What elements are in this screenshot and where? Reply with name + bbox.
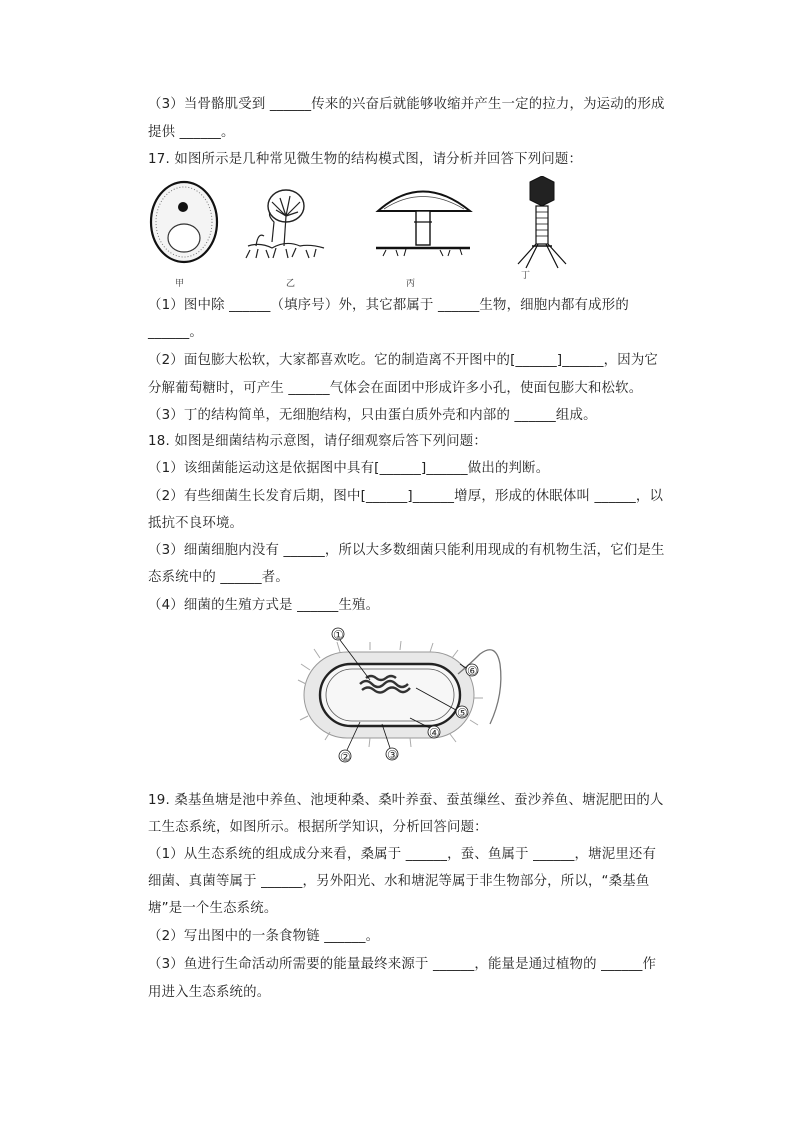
text-line: （1）图中除 ______（填序号）外，其它都属于 ______生物，细胞内都有成形的 (148, 298, 629, 313)
yeast-cell-drawing (151, 182, 217, 262)
bacteria-label-5: ⑤ (457, 706, 468, 720)
text-line: 分解葡萄糖时，可产生 ______气体会在面团中形成许多小孔，使面包膨大和松软。 (148, 381, 643, 396)
label-ding: 丁 (521, 271, 531, 281)
text-line: （1）从生态系统的组成成分来看，桑属于 ______，蚕、鱼属于 ______，塘泥里还有 (148, 847, 657, 862)
text-line: （2）写出图中的一条食物链 ______。 (148, 929, 380, 944)
text-line: （3）细菌细胞内没有 ______，所以大多数细菌只能利用现成的有机物生活，它们是生 (148, 543, 665, 558)
question-19-title: 19. 桑基鱼塘是池中养鱼、池埂种桑、桑叶养蚕、蚕茧缫丝、蚕沙养鱼、塘泥肥田的人 (148, 793, 664, 808)
bacteriophage-drawing (518, 176, 566, 268)
text-line: ______。 (148, 325, 203, 340)
text-line: （4）细菌的生殖方式是 ______生殖。 (148, 598, 380, 613)
text-line: 提供 ______。 (148, 125, 235, 140)
text-line: 用进入生态系统的。 (148, 985, 271, 1000)
text-line: 工生态系统，如图所示。根据所学知识，分析回答问题： (148, 820, 488, 835)
question-17-title: 17. 如图所示是几种常见微生物的结构模式图，请分析并回答下列问题： (148, 152, 583, 167)
text-line: 态系统中的 ______者。 (148, 570, 289, 585)
label-bing: 丙 (406, 279, 416, 289)
bacteria-label-4: ④ (429, 726, 440, 740)
label-yi: 乙 (286, 279, 296, 289)
bacteria-cell-drawing (298, 641, 501, 747)
question-18-title: 18. 如图是细菌结构示意图，请仔细观察后答下列问题： (148, 434, 487, 449)
text-line: 抵抗不良环境。 (148, 516, 244, 531)
text-line: 塘”是一个生态系统。 (148, 901, 278, 916)
text-line: （3）鱼进行生命活动所需要的能量最终来源于 ______，能量是通过植物的 ______作 (148, 957, 657, 972)
mold-drawing (246, 190, 324, 258)
bacteria-label-3: ③ (387, 748, 398, 762)
mushroom-drawing (376, 192, 470, 257)
microbe-figure (140, 176, 580, 286)
bacteria-figure (290, 624, 510, 764)
text-line: （3）当骨骼肌受到 ______传来的兴奋后就能够收缩并产生一定的拉力，为运动的形成 (148, 97, 665, 112)
bacteria-label-2: ② (340, 750, 351, 764)
text-line: （1）该细菌能运动这是依据图中具有[______]______做出的判断。 (148, 461, 550, 476)
text-line: （3）丁的结构简单，无细胞结构，只由蛋白质外壳和内部的 ______组成。 (148, 408, 597, 423)
bacteria-label-1: ① (333, 628, 344, 642)
label-jia: 甲 (175, 279, 185, 289)
text-line: （2）面包膨大松软，大家都喜欢吃。它的制造离不开图中的[______]______，因为它 (148, 353, 659, 368)
text-line: （2）有些细菌生长发育后期，图中[______]______增厚，形成的休眠体叫 ______，以 (148, 489, 664, 504)
bacteria-label-6: ⑥ (467, 664, 478, 678)
text-line: 细菌、真菌等属于 ______，另外阳光、水和塘泥等属于非生物部分，所以，“桑基鱼 (148, 874, 650, 889)
